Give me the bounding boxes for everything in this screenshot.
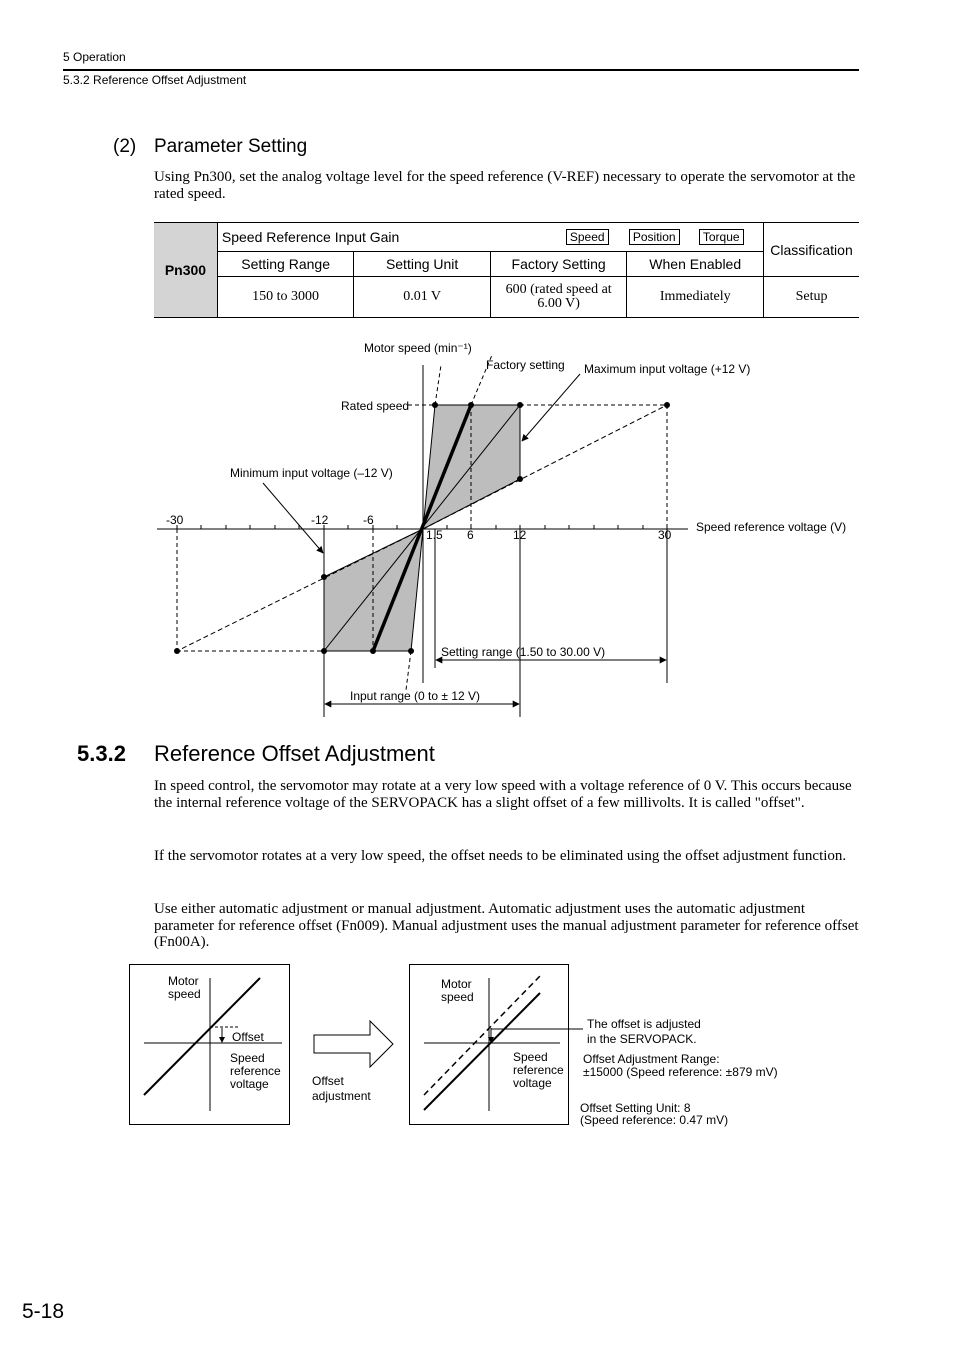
offset-paragraph-3: Use either automatic adjustment or manual adjustment. Automatic adjustment uses the automatic adjustment parameter for reference offset (Fn009). Manual adjustment uses the manual adjustment parameter for reference offset (Fn00A). — [154, 901, 859, 950]
header-setting-range: Setting Range — [217, 252, 354, 277]
before-ref-label-2: reference — [230, 1064, 281, 1078]
tick-label-neg6: -6 — [363, 513, 374, 527]
value-when-enabled: Immediately — [627, 277, 764, 318]
adjustment-label-2: adjustment — [312, 1089, 371, 1103]
param-name: Speed Reference Input Gain — [221, 229, 400, 245]
range-value: ±15000 (Speed reference: ±879 mV) — [583, 1065, 778, 1079]
unit-label: Offset Setting Unit: 8 — [580, 1101, 691, 1115]
header-setting-unit: Setting Unit — [354, 252, 491, 277]
value-setting-unit: 0.01 V — [354, 277, 491, 318]
before-ref-label-3: voltage — [230, 1077, 269, 1091]
after-ref-label-2: reference — [513, 1063, 564, 1077]
classification-header: Classification — [764, 223, 859, 277]
speed-badge: Speed — [566, 229, 609, 245]
header-factory-setting: Factory Setting — [490, 252, 627, 277]
position-badge: Position — [629, 229, 680, 245]
rated-speed-label: Rated speed — [341, 399, 410, 413]
setting-range-label: Setting range (1.50 to 30.00 V) — [441, 645, 606, 659]
tick-label-1-5: 1.5 — [426, 528, 443, 542]
tick-label-neg30: -30 — [166, 513, 184, 527]
offset-label: Offset — [232, 1030, 264, 1044]
header-when-enabled: When Enabled — [627, 252, 764, 277]
subsection-number: (2) — [113, 136, 137, 157]
tick-label-30: 30 — [658, 528, 672, 542]
subsection-title-text: Parameter Setting — [154, 136, 308, 157]
section-title-text: Reference Offset Adjustment — [154, 741, 435, 766]
chapter-header: 5 Operation — [63, 50, 126, 64]
after-motor-label-1: Motor — [441, 977, 472, 991]
after-motor-label-2: speed — [441, 990, 474, 1004]
offset-paragraph-2: If the servomotor rotates at a very low speed, the offset needs to be eliminated using the offset adjustment function. — [154, 848, 847, 864]
torque-badge: Torque — [699, 229, 744, 245]
section-number: 5.3.2 — [77, 741, 126, 766]
before-ref-label-1: Speed — [230, 1051, 265, 1065]
min-input-label: Minimum input voltage (–12 V) — [230, 466, 393, 480]
after-ref-label-3: voltage — [513, 1076, 552, 1090]
value-setting-range: 150 to 3000 — [217, 277, 354, 318]
tick-label-neg12: -12 — [311, 513, 329, 527]
section-header: 5.3.2 Reference Offset Adjustment — [63, 73, 247, 87]
after-ref-label-1: Speed — [513, 1050, 548, 1064]
param-number: Pn300 — [154, 223, 217, 318]
before-motor-label-2: speed — [168, 987, 201, 1001]
adjustment-label-1: Offset — [312, 1074, 344, 1088]
input-range-label: Input range (0 to ± 12 V) — [350, 689, 480, 703]
intro-paragraph: Using Pn300, set the analog voltage level for the speed reference (V-REF) necessary to operate the servomotor at the rated speed. — [154, 169, 856, 202]
offset-arrowhead — [219, 1037, 225, 1043]
tick-label-12: 12 — [513, 528, 527, 542]
x-axis-label: Speed reference voltage (V) — [696, 520, 847, 534]
before-motor-label-1: Motor — [168, 974, 199, 988]
adjust-arrow-icon — [314, 1021, 393, 1067]
adjusted-note-2: in the SERVOPACK. — [587, 1032, 697, 1046]
value-classification: Setup — [764, 277, 859, 318]
factory-setting-label: Factory setting — [486, 358, 565, 372]
tick-label-6: 6 — [467, 528, 474, 542]
unit-value: (Speed reference: 0.47 mV) — [580, 1113, 729, 1127]
page-number: 5-18 — [22, 1300, 65, 1323]
range-label: Offset Adjustment Range: — [583, 1052, 720, 1066]
max-input-label: Maximum input voltage (+12 V) — [584, 362, 751, 376]
value-factory-setting: 600 (rated speed at 6.00 V) — [490, 277, 627, 318]
y-axis-label: Motor speed (min⁻¹) — [364, 341, 472, 355]
adjusted-note-1: The offset is adjusted — [587, 1017, 701, 1031]
offset-paragraph-1: In speed control, the servomotor may rotate at a very low speed with a voltage reference of 0 V. This occurs because the internal reference voltage of the SERVOPACK has a slight offset of a few millivolts. It is called "offset". — [154, 778, 852, 811]
